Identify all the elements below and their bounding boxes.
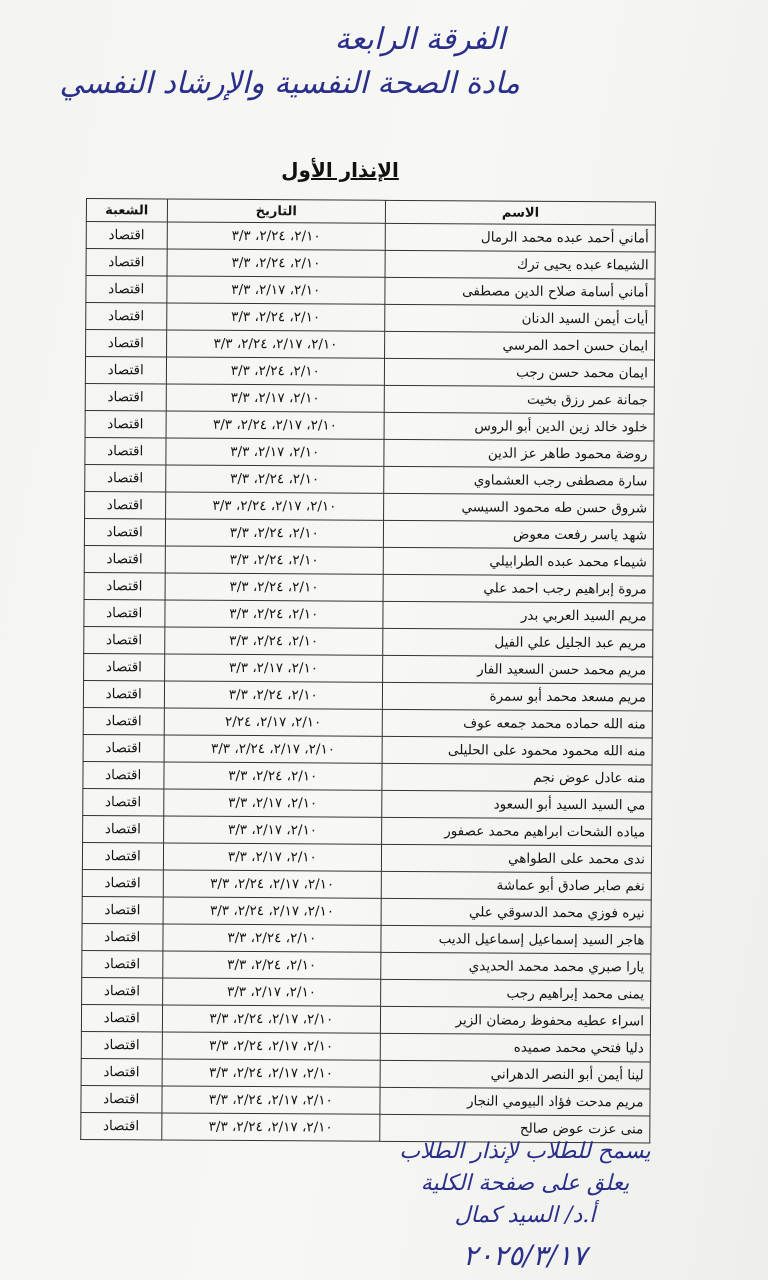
handwritten-notes bbox=[360, 1136, 690, 1276]
absence-dates: ٢/١٠، ٢/١٧، ٢/٢٤، ٣/٣ bbox=[166, 411, 385, 439]
absence-dates: ٢/١٠، ٢/١٧، ٢/٢٤، ٣/٣ bbox=[161, 1086, 380, 1114]
section-cell: اقتصاد bbox=[86, 276, 167, 303]
table-row bbox=[85, 464, 654, 494]
table-row bbox=[86, 249, 655, 279]
section-cell: اقتصاد bbox=[83, 815, 164, 842]
absence-dates: ٢/١٠، ٢/١٧، ٢/٢٤، ٣/٣ bbox=[162, 1059, 381, 1087]
student-name: روضة محمود طاهر عز الدين bbox=[384, 439, 654, 468]
note-line-2: يعلق على صفحة الكلية bbox=[420, 1171, 630, 1196]
section-cell: اقتصاد bbox=[83, 680, 164, 707]
student-name: ندى محمد على الطواهي bbox=[382, 844, 652, 873]
table-row bbox=[81, 1031, 650, 1061]
absence-dates: ٢/١٠، ٢/٢٤، ٣/٣ bbox=[165, 546, 384, 574]
table-row bbox=[84, 653, 653, 683]
student-name: نغم صابر صادق أبو عماشة bbox=[381, 871, 651, 900]
student-name: خلود خالد زين الدين أبو الروس bbox=[384, 412, 654, 441]
table-row bbox=[81, 1004, 650, 1034]
section-cell: اقتصاد bbox=[83, 761, 164, 788]
handwritten-level: الفرقة الرابعة bbox=[334, 22, 506, 57]
table-row bbox=[82, 842, 651, 872]
section-cell: اقتصاد bbox=[85, 437, 166, 464]
absence-dates: ٢/١٠، ٢/١٧، ٢/٢٤، ٣/٣ bbox=[161, 1113, 380, 1141]
table-row bbox=[86, 303, 655, 333]
section-cell: اقتصاد bbox=[84, 572, 165, 599]
student-name: ايمان حسن احمد المرسي bbox=[385, 331, 655, 360]
absence-dates: ٢/١٠، ٢/١٧، ٢/٢٤، ٣/٣ bbox=[163, 870, 382, 898]
table-row bbox=[84, 626, 653, 656]
student-name: مريم مدحت فؤاد البيومي النجار bbox=[380, 1087, 650, 1116]
table-row bbox=[85, 437, 654, 467]
section-cell: اقتصاد bbox=[83, 707, 164, 734]
absence-dates: ٢/١٠، ٢/٢٤، ٣/٣ bbox=[166, 357, 385, 385]
table-row bbox=[83, 734, 652, 764]
student-name: شيماء محمد عبده الطرابيلي bbox=[383, 547, 653, 576]
student-name: مريم محمد حسن السعيد الفار bbox=[383, 655, 653, 684]
column-header-section: الشعبة bbox=[86, 199, 167, 222]
table-row bbox=[84, 518, 653, 548]
column-header-date: التاريخ bbox=[167, 199, 386, 223]
student-name: أيات أيمن السيد الدنان bbox=[385, 304, 655, 333]
table-row bbox=[84, 599, 653, 629]
student-name: مريم السيد العربي بدر bbox=[383, 601, 653, 630]
signature-name: أ.د/ السيد كمال bbox=[454, 1203, 596, 1228]
table-row bbox=[85, 383, 654, 413]
table-row bbox=[82, 923, 651, 953]
table-row bbox=[83, 707, 652, 737]
absence-dates: ٢/١٠، ٢/١٧، ٢/٢٤، ٣/٣ bbox=[162, 1032, 381, 1060]
table-row bbox=[86, 222, 655, 252]
handwritten-subject: مادة الصحة النفسية والإرشاد النفسي bbox=[59, 66, 520, 101]
table-row bbox=[81, 1058, 650, 1088]
section-cell: اقتصاد bbox=[85, 491, 166, 518]
absence-dates: ٢/١٠، ٢/١٧، ٣/٣ bbox=[166, 384, 385, 412]
student-name: أماني أسامة صلاح الدين مصطفى bbox=[385, 277, 655, 306]
table-row bbox=[86, 330, 655, 360]
section-cell: اقتصاد bbox=[84, 545, 165, 572]
table-row bbox=[85, 357, 654, 387]
absence-dates: ٢/١٠، ٢/٢٤، ٣/٣ bbox=[164, 681, 383, 709]
student-name: سارة مصطفى رجب العشماوي bbox=[384, 466, 654, 495]
absence-dates: ٢/١٠، ٢/١٧، ٢/٢٤، ٣/٣ bbox=[163, 897, 382, 925]
section-cell: اقتصاد bbox=[84, 653, 165, 680]
section-cell: اقتصاد bbox=[84, 518, 165, 545]
absence-dates: ٢/١٠، ٢/١٧، ٣/٣ bbox=[163, 816, 382, 844]
student-name: يمنى محمد إبراهيم رجب bbox=[381, 979, 651, 1008]
student-name: منه الله حماده محمد جمعه عوف bbox=[382, 709, 652, 738]
absence-dates: ٢/١٠، ٢/٢٤، ٣/٣ bbox=[165, 465, 384, 493]
section-cell: اقتصاد bbox=[84, 599, 165, 626]
student-name: مريم مسعد محمد أبو سمرة bbox=[383, 682, 653, 711]
absence-dates: ٢/١٠، ٢/١٧، ٣/٣ bbox=[162, 978, 381, 1006]
table-row bbox=[82, 869, 651, 899]
student-name: نيره فوزي محمد الدسوقي علي bbox=[381, 898, 651, 927]
table-row bbox=[82, 977, 651, 1007]
section-cell: اقتصاد bbox=[82, 896, 163, 923]
student-name: هاجر السيد إسماعيل إسماعيل الديب bbox=[381, 925, 651, 954]
student-name: مياده الشحات ابراهيم محمد عصفور bbox=[382, 817, 652, 846]
student-name: شهد ياسر رفعت معوض bbox=[384, 520, 654, 549]
student-name: يارا صبري محمد محمد الحديدي bbox=[381, 952, 651, 981]
table-row bbox=[82, 950, 651, 980]
section-cell: اقتصاد bbox=[81, 1058, 162, 1085]
student-name: مريم عبد الجليل علي الفيل bbox=[383, 628, 653, 657]
absence-dates: ٢/١٠، ٢/٢٤، ٣/٣ bbox=[162, 924, 381, 952]
absence-dates: ٢/١٠، ٢/٢٤، ٣/٣ bbox=[167, 249, 386, 277]
absence-dates: ٢/١٠، ٢/١٧، ٣/٣ bbox=[163, 789, 382, 817]
section-cell: اقتصاد bbox=[86, 330, 167, 357]
absence-dates: ٢/١٠، ٢/٢٤، ٣/٣ bbox=[164, 627, 383, 655]
table-row bbox=[83, 815, 652, 845]
column-header-name: الاسم bbox=[386, 200, 656, 225]
absence-dates: ٢/١٠، ٢/١٧، ٣/٣ bbox=[164, 654, 383, 682]
section-cell: اقتصاد bbox=[85, 464, 166, 491]
section-cell: اقتصاد bbox=[82, 869, 163, 896]
section-cell: اقتصاد bbox=[86, 222, 167, 249]
absence-dates: ٢/١٠، ٢/٢٤، ٣/٣ bbox=[167, 222, 386, 250]
student-name: مي السيد السيد أبو السعود bbox=[382, 790, 652, 819]
section-cell: اقتصاد bbox=[82, 977, 163, 1004]
absence-dates: ٢/١٠، ٢/١٧، ٢/٢٤، ٣/٣ bbox=[162, 1005, 381, 1033]
student-name: اسراء عطيه محفوظ رمضان الزير bbox=[381, 1006, 651, 1035]
student-name: منه الله محمود محمود على الحليلى bbox=[382, 736, 652, 765]
table-row bbox=[85, 410, 654, 440]
student-name: جمانة عمر رزق بخيت bbox=[384, 385, 654, 414]
student-name: الشيماء عبده يحيى ترك bbox=[385, 250, 655, 279]
table-row bbox=[84, 572, 653, 602]
section-cell: اقتصاد bbox=[81, 1004, 162, 1031]
absence-dates: ٢/١٠، ٢/١٧، ٢/٢٤، ٣/٣ bbox=[166, 330, 385, 358]
table-row bbox=[81, 1085, 650, 1115]
section-cell: اقتصاد bbox=[86, 249, 167, 276]
absence-dates: ٢/١٠، ٢/١٧، ٣/٣ bbox=[165, 438, 384, 466]
warning-table bbox=[80, 198, 656, 1143]
absence-dates: ٢/١٠، ٢/١٧، ٣/٣ bbox=[166, 276, 385, 304]
student-name: دليا فتحي محمد صميده bbox=[380, 1033, 650, 1062]
absence-dates: ٢/١٠، ٢/٢٤، ٣/٣ bbox=[163, 762, 382, 790]
student-name: ايمان محمد حسن رجب bbox=[385, 358, 655, 387]
note-line-1: يسمح للطلاب لإنذار الطلاب bbox=[399, 1139, 651, 1164]
student-name: أماني أحمد عبده محمد الرمال bbox=[385, 223, 655, 252]
absence-dates: ٢/١٠، ٢/٢٤، ٣/٣ bbox=[162, 951, 381, 979]
table-row bbox=[82, 896, 651, 926]
absence-dates: ٢/١٠، ٢/١٧، ٢/٢٤، ٣/٣ bbox=[164, 735, 383, 763]
table-row bbox=[86, 276, 655, 306]
absence-dates: ٢/١٠، ٢/١٧، ٣/٣ bbox=[163, 843, 382, 871]
section-cell: اقتصاد bbox=[82, 842, 163, 869]
table-row bbox=[83, 761, 652, 791]
page-title: الإنذار الأول bbox=[281, 158, 399, 182]
section-cell: اقتصاد bbox=[81, 1085, 162, 1112]
student-name: لينا أيمن أبو النصر الدهراني bbox=[380, 1060, 650, 1089]
absence-dates: ٢/١٠، ٢/١٧، ٢/٢٤، ٣/٣ bbox=[165, 492, 384, 520]
section-cell: اقتصاد bbox=[81, 1112, 162, 1139]
student-name: منه عادل عوض نجم bbox=[382, 763, 652, 792]
absence-dates: ٢/١٠، ٢/١٧، ٢/٢٤ bbox=[164, 708, 383, 736]
section-cell: اقتصاد bbox=[83, 788, 164, 815]
student-name: شروق حسن طه محمود السيسي bbox=[384, 493, 654, 522]
section-cell: اقتصاد bbox=[83, 734, 164, 761]
section-cell: اقتصاد bbox=[85, 410, 166, 437]
absence-dates: ٢/١٠، ٢/٢٤، ٣/٣ bbox=[166, 303, 385, 331]
section-cell: اقتصاد bbox=[81, 1031, 162, 1058]
section-cell: اقتصاد bbox=[86, 303, 167, 330]
section-cell: اقتصاد bbox=[85, 357, 166, 384]
section-cell: اقتصاد bbox=[82, 950, 163, 977]
table-header-row bbox=[86, 199, 655, 225]
table-row bbox=[85, 491, 654, 521]
absence-dates: ٢/١٠، ٢/٢٤، ٣/٣ bbox=[165, 519, 384, 547]
table-row bbox=[83, 680, 652, 710]
student-name: مروة إبراهيم رجب احمد علي bbox=[383, 574, 653, 603]
absence-dates: ٢/١٠، ٢/٢٤، ٣/٣ bbox=[164, 600, 383, 628]
student-name: منى عزت عوض صالح bbox=[380, 1114, 650, 1143]
handwritten-date: ٢٠٢٥/٣/١٧ bbox=[462, 1239, 588, 1272]
table-row bbox=[84, 545, 653, 575]
section-cell: اقتصاد bbox=[85, 383, 166, 410]
section-cell: اقتصاد bbox=[82, 923, 163, 950]
section-cell: اقتصاد bbox=[84, 626, 165, 653]
absence-dates: ٢/١٠، ٢/٢٤، ٣/٣ bbox=[165, 573, 384, 601]
table-body bbox=[81, 222, 656, 1143]
table-row bbox=[83, 788, 652, 818]
